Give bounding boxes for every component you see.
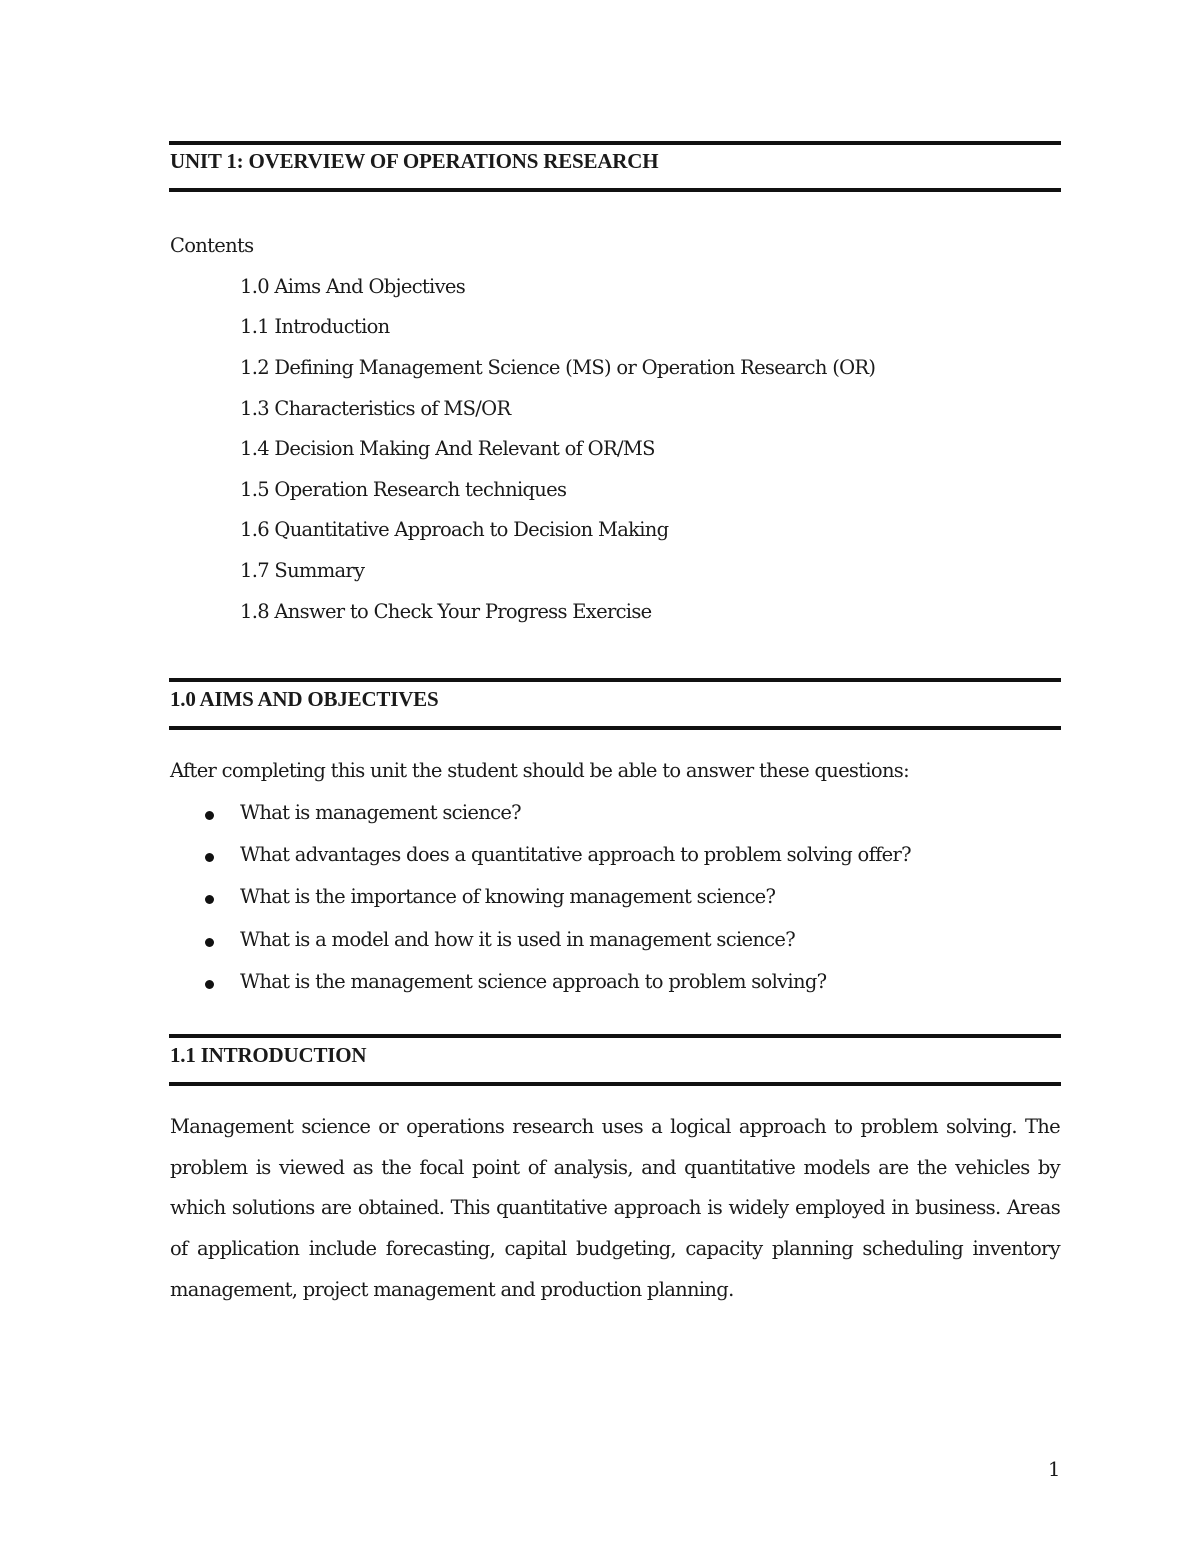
contents-item: 1.0 Aims And Objectives [240, 275, 466, 298]
contents-label: Contents [170, 234, 254, 257]
contents-item: 1.8 Answer to Check Your Progress Exercise [240, 600, 652, 623]
bullet-icon [205, 938, 214, 947]
intro-paragraph: Management science or operations research uses a logical approach to problem solving. The problem is viewed as the focal point of analysis, and quantitative models are the vehicles by which solutions are obtained. This quantitative approach is widely employed in business. Areas of application include forecasting, capital budgeting, capacity planning scheduling inventory management, project management and production planning. [170, 1115, 1060, 1301]
contents-item: 1.1 Introduction [240, 315, 390, 338]
intro-heading: 1.1 INTRODUCTION [170, 1043, 367, 1067]
unit-heading: UNIT 1: OVERVIEW OF OPERATIONS RESEARCH [170, 149, 659, 173]
contents-item: 1.5 Operation Research techniques [240, 478, 567, 501]
contents-item: 1.7 Summary [240, 559, 365, 582]
page-number: 1 [1048, 1458, 1061, 1481]
aims-heading: 1.0 AIMS AND OBJECTIVES [170, 687, 439, 711]
aims-question-text: What is a model and how it is used in management science? [240, 928, 795, 951]
contents-item: 1.4 Decision Making And Relevant of OR/MS [240, 437, 655, 460]
contents-item: 1.3 Characteristics of MS/OR [240, 397, 511, 420]
aims-question-text: What is the management science approach to problem solving? [240, 970, 827, 993]
aims-question-text: What is management science? [240, 801, 521, 824]
aims-question-text: What advantages does a quantitative approach to problem solving offer? [240, 843, 911, 866]
bullet-icon [205, 895, 214, 904]
contents-item: 1.2 Defining Management Science (MS) or Operation Research (OR) [240, 356, 876, 379]
contents-item: 1.6 Quantitative Approach to Decision Making [240, 518, 669, 541]
aims-intro: After completing this unit the student should be able to answer these questions: [170, 759, 909, 782]
bullet-icon [205, 853, 214, 862]
bullet-icon [205, 980, 214, 989]
bullet-icon [205, 811, 214, 820]
aims-question-text: What is the importance of knowing management science? [240, 885, 776, 908]
